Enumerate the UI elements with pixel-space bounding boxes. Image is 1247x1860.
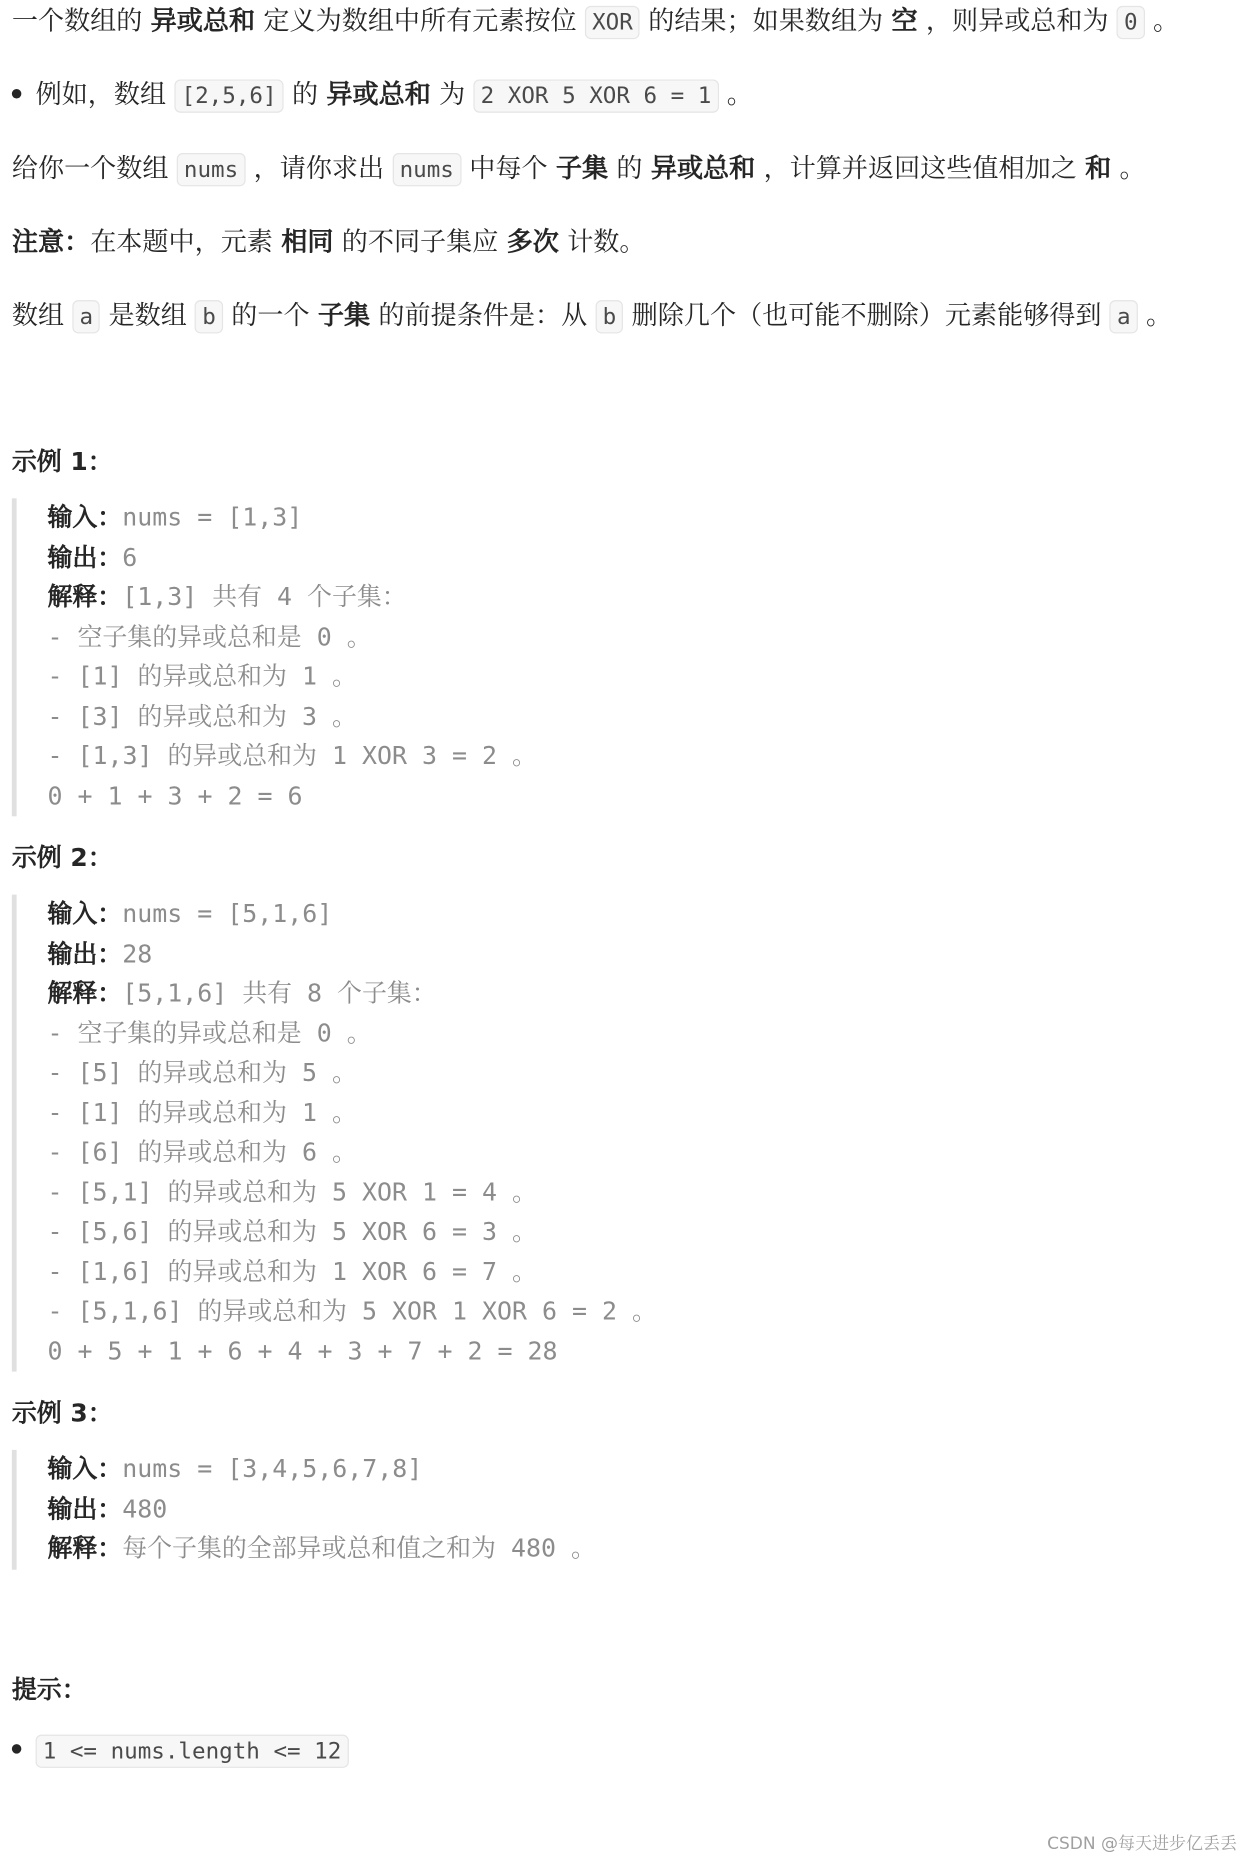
- text: 的结果；如果数组为: [639, 7, 892, 37]
- example-input-value: nums = [1,3]: [122, 503, 303, 532]
- bold-term: 子集: [317, 301, 371, 332]
- example-explanation-label: 解释：: [47, 978, 123, 1008]
- bold-term: 相同: [281, 227, 334, 258]
- text: 中每个: [460, 154, 556, 184]
- text: 的一个: [222, 301, 318, 332]
- example-output-value: 28: [122, 939, 153, 968]
- example-explanation: [47, 1529, 1247, 1569]
- example-explanation-line: - 空子集的异或总和是 0 。: [47, 622, 372, 651]
- inline-code: nums: [392, 153, 461, 186]
- example-explanation: [47, 578, 1247, 618]
- example-input-label: 输入：: [47, 899, 123, 928]
- example-explanation-line: - [1,3] 的异或总和为 1 XOR 3 = 2 。: [47, 741, 537, 771]
- text: 给你一个数组: [11, 154, 177, 184]
- text: 。: [1137, 301, 1173, 332]
- bold-term: 异或总和: [150, 7, 256, 37]
- note-paragraph: [12, 221, 1247, 266]
- task-paragraph: [12, 147, 1247, 192]
- example-output: [47, 1490, 1247, 1530]
- example-explanation-line: 0 + 5 + 1 + 6 + 4 + 3 + 7 + 2 = 28: [47, 1336, 558, 1366]
- text: 例如，数组: [35, 80, 175, 111]
- bold-term: 和: [1085, 154, 1112, 184]
- example-block: [12, 498, 1247, 816]
- example-output-value: 480: [122, 1494, 168, 1523]
- subset-definition-paragraph: [12, 294, 1247, 339]
- example-explanation-line: - [1] 的异或总和为 1 。: [47, 1098, 357, 1127]
- text: 计数。: [558, 227, 646, 258]
- text: 在本题中，元素: [90, 227, 282, 258]
- example-explanation-label: 解释：: [47, 582, 123, 612]
- example-explanation-line: - 空子集的异或总和是 0 。: [47, 1018, 372, 1048]
- inline-code: a: [1110, 300, 1138, 333]
- bold-term: 异或总和: [326, 80, 431, 111]
- inline-code: 2 XOR 5 XOR 6 = 1: [474, 79, 719, 112]
- example-explanation-line: - [5,1] 的异或总和为 5 XOR 1 = 4 。: [47, 1177, 537, 1207]
- example-input-value: nums = [5,1,6]: [122, 899, 333, 928]
- inline-code: XOR: [585, 6, 640, 39]
- example-explanation-line: - [5,6] 的异或总和为 5 XOR 6 = 3 。: [47, 1217, 537, 1246]
- text: ，则异或总和为: [917, 7, 1117, 37]
- text: 数组: [11, 301, 73, 332]
- example-output-label: 输出：: [47, 939, 123, 968]
- example-title: 示例 1：: [11, 447, 113, 476]
- watermark: CSDN @每天进步亿丢丢: [1047, 1834, 1237, 1854]
- text: 的: [608, 154, 651, 184]
- example-input-label: 输入：: [47, 503, 123, 532]
- bold-term: 子集: [555, 154, 609, 184]
- inline-code: [2,5,6]: [174, 79, 283, 112]
- text: 为: [430, 80, 474, 111]
- example-input-label: 输入：: [47, 1454, 123, 1484]
- example-output: [47, 934, 1247, 974]
- inline-code: 0: [1117, 6, 1145, 39]
- text: 的前提条件是：从: [370, 301, 596, 332]
- text: ，请你求出: [245, 154, 393, 184]
- example-block: [12, 1450, 1247, 1569]
- text: 。: [1111, 154, 1146, 184]
- example-explanation-value: 每个子集的全部异或总和值之和为 480 。: [122, 1534, 596, 1563]
- example-explanation-line: - [1,6] 的异或总和为 1 XOR 6 = 7 。: [47, 1257, 537, 1286]
- example-explanation-line: - [1] 的异或总和为 1 。: [47, 662, 357, 691]
- note-label: 注意：: [11, 227, 91, 258]
- spacer: [12, 368, 1247, 442]
- example-title: 示例 3：: [11, 1398, 113, 1428]
- inline-code: b: [596, 300, 624, 333]
- inline-code: nums: [177, 153, 246, 186]
- definition-paragraph: [12, 0, 1247, 45]
- text: 。: [1144, 7, 1180, 37]
- bullet-icon: [12, 89, 21, 98]
- example-explanation: [47, 974, 1247, 1014]
- text: 的: [283, 80, 327, 111]
- example-input: [47, 498, 1247, 538]
- hint-item: [12, 1728, 1247, 1773]
- example-output-value: 6: [122, 542, 138, 572]
- example-bullet: [12, 74, 1247, 119]
- example-output: [47, 538, 1247, 578]
- text: 一个数组的: [11, 7, 151, 37]
- text: 删除几个（也可能不删除）元素能够得到: [623, 301, 1110, 332]
- example-input-value: nums = [3,4,5,6,7,8]: [122, 1454, 423, 1484]
- bold-term: 空: [891, 7, 918, 37]
- example-output-label: 输出：: [47, 1494, 123, 1523]
- example-explanation-line: - [6] 的异或总和为 6 。: [47, 1137, 357, 1167]
- example-explanation-label: 解释：: [47, 1534, 123, 1563]
- example-explanation-line: - [5] 的异或总和为 5 。: [47, 1058, 357, 1087]
- bold-term: 多次: [506, 227, 559, 258]
- text: 。: [718, 80, 753, 111]
- text: ，计算并返回这些值相加之: [755, 154, 1086, 184]
- example-title: 示例 2：: [11, 843, 113, 873]
- example-explanation-line: - [3] 的异或总和为 3 。: [47, 701, 357, 731]
- examples-section: [12, 441, 1247, 1569]
- example-explanation-value: [5,1,6] 共有 8 个子集：: [122, 978, 437, 1008]
- example-input: [47, 1450, 1247, 1490]
- example-block: [12, 895, 1247, 1372]
- text: 的不同子集应: [333, 227, 507, 258]
- hints-title: 提示：: [11, 1674, 87, 1704]
- example-explanation-value: [1,3] 共有 4 个子集：: [122, 582, 407, 612]
- text: 是数组: [100, 301, 196, 332]
- example-explanation-line: 0 + 1 + 3 + 2 = 6: [47, 781, 303, 810]
- example-explanation-line: - [5,1,6] 的异或总和为 5 XOR 1 XOR 6 = 2 。: [47, 1296, 657, 1326]
- example-input: [47, 895, 1247, 935]
- text: 定义为数组中所有元素按位: [255, 7, 585, 37]
- inline-code: a: [72, 300, 100, 333]
- example-output-label: 输出：: [47, 542, 123, 572]
- bullet-icon: [12, 1744, 21, 1753]
- inline-code: 1 <= nums.length <= 12: [36, 1734, 349, 1767]
- inline-code: b: [195, 300, 223, 333]
- bold-term: 异或总和: [650, 154, 756, 184]
